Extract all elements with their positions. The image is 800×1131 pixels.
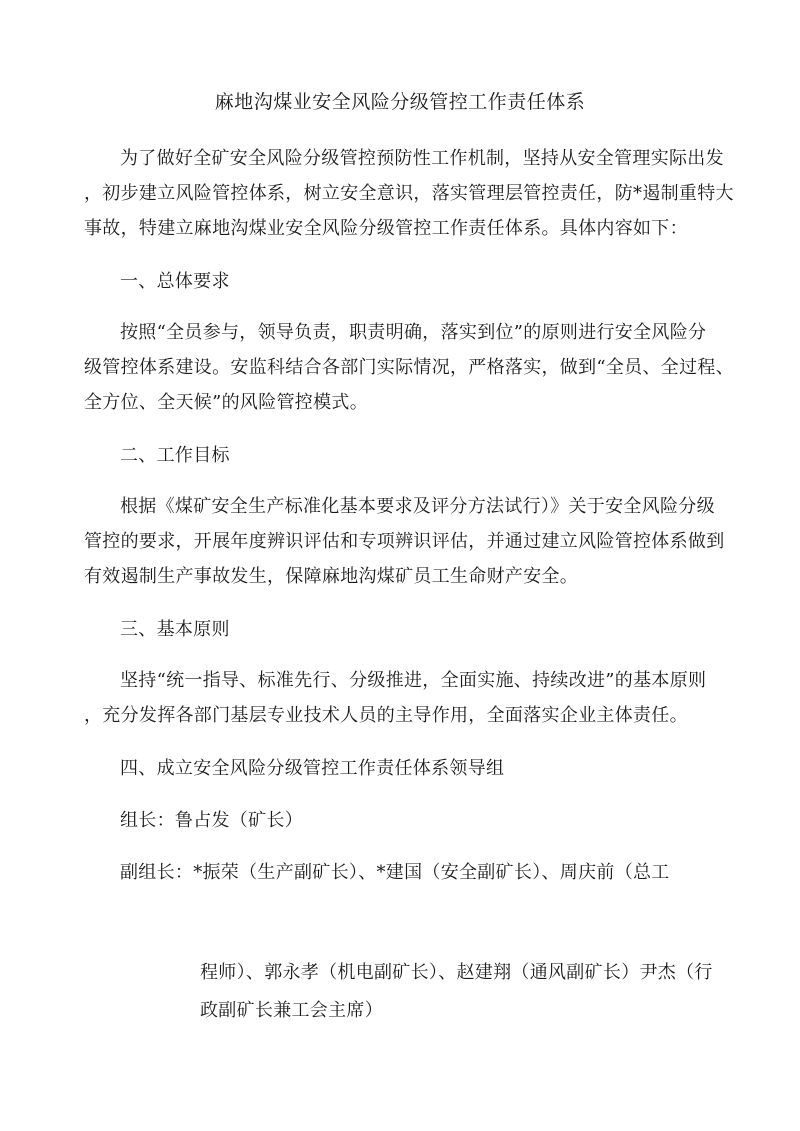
document-title: 麻地沟煤业安全风险分级管控工作责任体系 xyxy=(214,91,586,113)
section-3-line-1: 坚持“统一指导、标准先行、分级推进，全面实施、持续改进”的基本原则 xyxy=(120,670,707,691)
section-1-line-1: 按照“全员参与，领导负责，职责明确，落实到位”的原则进行安全风险分 xyxy=(120,322,707,343)
section-1-heading: 一、总体要求 xyxy=(120,271,230,292)
section-2-line-3: 有效遏制生产事故发生，保障麻地沟煤矿员工生命财产安全。 xyxy=(84,566,579,587)
intro-line-3: 事故，特建立麻地沟煤业安全风险分级管控工作责任体系。具体内容如下： xyxy=(84,218,688,239)
deputy-leaders-cont-1: 程师）、郭永孝（机电副矿长）、赵建翔（通风副矿长）尹杰（行 xyxy=(200,962,713,983)
intro-line-2: ，初步建立风险管控体系，树立安全意识，落实管理层管控责任，防*遏制重特大 xyxy=(84,183,734,204)
section-1-line-3: 全方位、全天候”的风险管控模式。 xyxy=(84,392,369,413)
group-leader: 组长：鲁占发（矿长） xyxy=(120,810,303,831)
section-3-line-2: ，充分发挥各部门基层专业技术人员的主导作用，全面落实企业主体责任。 xyxy=(84,705,688,726)
deputy-leaders: 副组长：*振荣（生产副矿长）、*建国（安全副矿长）、周庆前（总工 xyxy=(120,862,670,883)
intro-line-1: 为了做好全矿安全风险分级管控预防性工作机制，坚持从安全管理实际出发 xyxy=(120,148,724,169)
deputy-leaders-cont-2: 政副矿长兼工会主席） xyxy=(200,1000,383,1021)
section-2-line-1: 根据《煤矿安全生产标准化基本要求及评分方法试行）》关于安全风险分级 xyxy=(120,496,715,517)
section-4-heading: 四、成立安全风险分级管控工作责任体系领导组 xyxy=(120,758,505,779)
section-2-line-2: 管控的要求，开展年度辨识评估和专项辨识评估，并通过建立风险管控体系做到 xyxy=(84,531,725,552)
section-1-line-2: 级管控体系建设。安监科结合各部门实际情况，严格落实，做到“全员、全过程、 xyxy=(84,357,734,378)
section-3-heading: 三、基本原则 xyxy=(120,619,230,640)
section-2-heading: 二、工作目标 xyxy=(120,445,230,466)
